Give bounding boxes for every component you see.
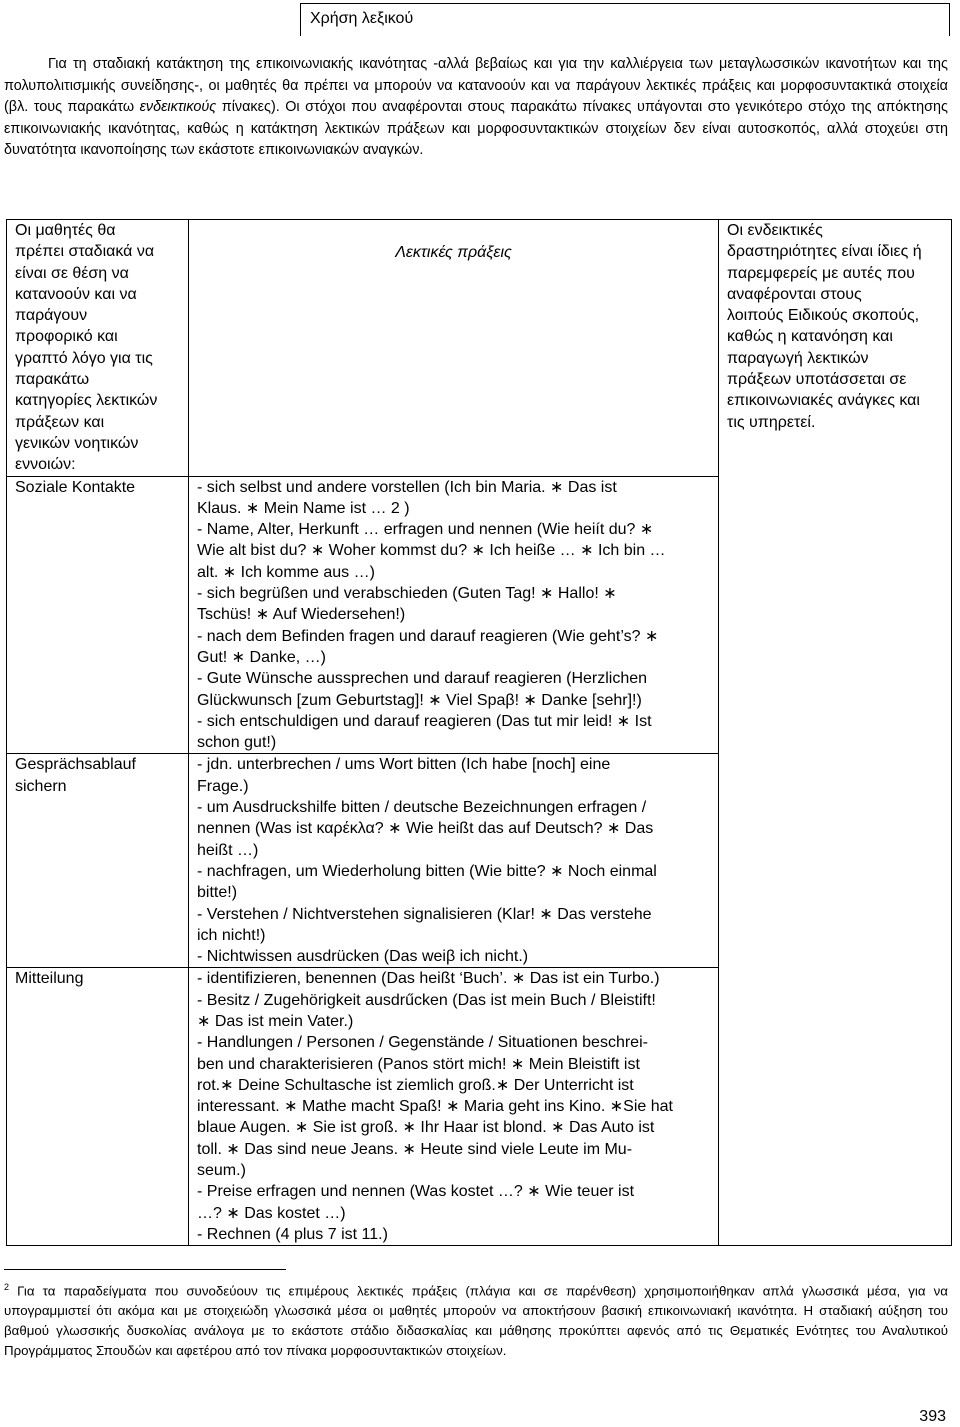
speech-act-item: - jdn. unterbrechen / ums Wort bitten (Ich habe [noch] eine Frage.) xyxy=(197,756,611,795)
right-note-cell xyxy=(719,220,952,1246)
category-label: Mitteilung xyxy=(15,970,84,988)
acts-cell xyxy=(189,476,719,754)
middle-header-cell xyxy=(189,220,719,477)
category-cell xyxy=(7,968,189,1246)
middle-header-text: Λεκτικές πράξεις xyxy=(395,244,512,261)
category-label: Soziale Kontakte xyxy=(15,478,136,496)
intro-paragraph xyxy=(4,54,948,162)
category-cell xyxy=(7,754,189,968)
speech-act-item: - identifizieren, benennen (Das heißt ‘Buch’. ∗ Das ist ein Turbo.) xyxy=(197,970,660,988)
footnote-divider xyxy=(4,1269,286,1270)
speech-act-item: - Besitz / Zugehörigkeit ausdrűcken (Das ist mein Buch / Bleistift! ∗ Das ist mein Vater.) xyxy=(197,991,656,1030)
speech-act-item: - Verstehen / Nichtverstehen signalisieren (Klar! ∗ Das verstehe ich nicht!) xyxy=(197,905,652,944)
speech-act-item: - sich selbst und andere vorstellen (Ich bin Maria. ∗ Das ist Klaus. ∗ Mein Name ist … 2 ) xyxy=(197,478,617,517)
speech-act-item: - Rechnen (4 plus 7 ist 11.) xyxy=(197,1225,388,1243)
speech-acts-table xyxy=(6,219,952,1246)
acts-cell xyxy=(189,968,719,1246)
footnote-marker: 2 xyxy=(4,1282,10,1292)
speech-act-item: - sich entschuldigen und darauf reagieren (Das tut mir leid! ∗ Ist schon gut!) xyxy=(197,712,652,752)
header-box xyxy=(300,3,950,36)
left-header-text: Οι μαθητές θα πρέπει σταδιακά να είναι σε θέση να κατανοούν και να παράγουν προφορικό και γραπτό λόγο για τις παρακάτω κατηγορίες λεκτικών πράξεων και γενικών νοητικών εννοιών: xyxy=(15,222,158,474)
table-header-row xyxy=(7,220,952,477)
footnote xyxy=(4,1278,948,1361)
acts-cell xyxy=(189,754,719,968)
page-header-title: Χρήση λεξικού xyxy=(310,10,414,27)
intro-text-b: πίνακες). Οι στόχοι που αναφέρονται στους παρακάτω πίνακες υπάγονται στο γενικότερο στόχο της απόκτησης επικοινωνιακής ικανότητας, καθώς η κατάκτηση λεκτικών πράξεων και μορφοσυντακτικών στοιχείων δεν είναι αυτοσκοπός, αλλά στοχεύει στη δυνατότητα ικανοποίησης των εκάστοτε επικοινωνιακών αναγκών. xyxy=(4,99,948,159)
speech-act-item: - um Ausdruckshilfe bitten / deutsche Bezeichnungen erfragen / nennen (Was ist καρέκλα? ∗ Wie heißt das auf Deutsch? ∗ Das heißt …) xyxy=(197,799,654,859)
speech-act-item: - Name, Alter, Herkunft … erfragen und nennen (Wie heiít du? ∗ Wie alt bist du? ∗ Woher kommst du? ∗ Ich heiße … ∗ Ich bin … alt. ∗ Ich komme aus …) xyxy=(197,521,666,581)
speech-act-item: - Handlungen / Personen / Gegenstände / Situationen beschrei- ben und charakterisieren (Panos stört mich! ∗ Mein Bleistift ist rot.∗ Deine Schultasche ist ziemlich groß.∗ Der Unterricht ist interessant. ∗ Mathe macht Spaß! ∗ Maria geht ins Kino. ∗Sie hat blaue Augen. ∗ Sie ist groß. ∗ Ihr Haar ist blond. ∗ Das Auto ist toll. ∗ Das sind neue Jeans. ∗ Heute sind viele Leute im Mu- seum.) xyxy=(197,1034,673,1180)
speech-act-item: - Nichtwissen ausdrücken (Das weiβ ich nicht.) xyxy=(197,948,529,966)
category-label: Gesprächsablauf sichern xyxy=(15,756,136,795)
speech-act-item: - Gute Wünsche aussprechen und darauf reagieren (Herzlichen Glückwunsch [zum Geburtstag]! ∗ Viel Spaβ! ∗ Danke [sehr]!) xyxy=(197,670,648,709)
speech-act-item: - sich begrüßen und verabschieden (Guten Tag! ∗ Hallo! ∗ Tschüs! ∗ Auf Wiedersehen!) xyxy=(197,585,617,624)
category-cell xyxy=(7,476,189,754)
intro-text-emphasis: ενδεικτικούς xyxy=(139,99,217,116)
page-number: 393 xyxy=(919,1408,946,1425)
right-note-text: Οι ενδεικτικές δραστηριότητες είναι ίδιες ή παρεμφερείς με αυτές που αναφέρονται στους λοιπούς Ειδικούς σκοπούς, καθώς η κατανόηση και παραγωγή λεκτικών πράξεων υποτάσσεται σε επικοινωνιακές ανάγκες και τις υπηρετεί. xyxy=(727,222,922,431)
intro-text-a: Για τη σταδιακή κατάκτηση της επικοινωνιακής ικανότητας -αλλά βεβαίως και για την καλλιέργεια των μεταγλωσσικών ικανοτήτων και της πολυπολιτισμικής συνείδησης-, οι μαθητές θα πρέπει να μπορούν να κατανοούν και να παράγουν λεκτικές πράξεις και μορφοσυντακτικά στοιχεία (βλ. τους παρακάτω xyxy=(4,56,948,116)
speech-act-item: - nach dem Befinden fragen und darauf reagieren (Wie geht’s? ∗ Gut! ∗ Danke, …) xyxy=(197,627,659,666)
speech-act-item: - Preise erfragen und nennen (Was kostet …? ∗ Wie teuer ist …? ∗ Das kostet …) xyxy=(197,1183,635,1222)
footnote-text: Για τα παραδείγματα που συνοδεύουν τις επιμέρους λεκτικές πράξεις (πλάγια και σε παρένθεση) χρησιμοποιήθηκαν απλά γλωσσικά μέσα, για να υπογραμμιστεί ότι ακόμα και με στοιχειώδη γλωσσικά μέσα οι μαθητές μπορούν να αποκτήσουν βασική επικοινωνιακή ικανότητα. Η σταδιακή αύξηση του βαθμού γλωσσικής δυσκολίας ανάλογα με το εκάστοτε στάδιο διδασκαλίας και μάθησης προκύπτει αφενός από τις Θεματικές Ενότητες του Αναλυτικού Προγράμματος Σπουδών και αφετέρου από τον πίνακα μορφοσυντακτικών στοιχείων. xyxy=(4,1283,948,1358)
speech-act-item: - nachfragen, um Wiederholung bitten (Wie bitte? ∗ Noch einmal bitte!) xyxy=(197,862,657,902)
left-header-cell xyxy=(7,220,189,477)
